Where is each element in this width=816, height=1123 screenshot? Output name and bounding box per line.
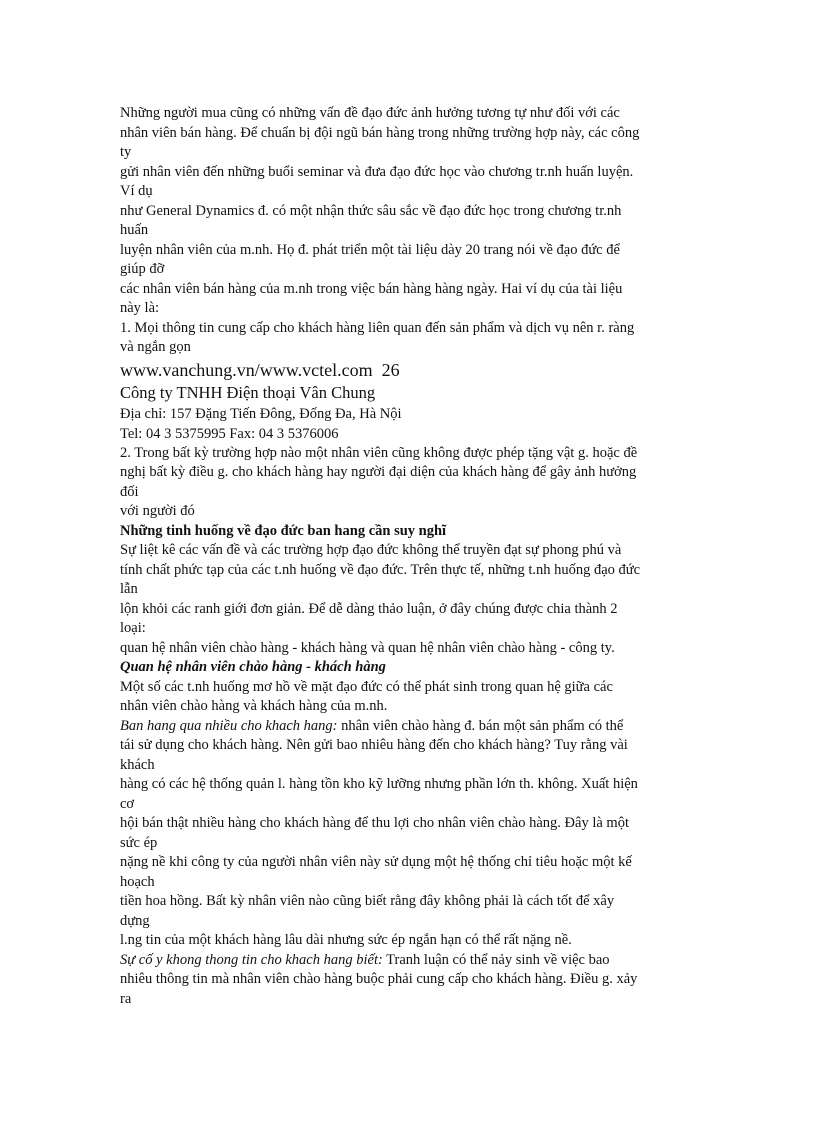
page-number: 26 (381, 359, 400, 380)
text-line: tiền hoa hồng. Bất kỳ nhân viên nào cũng biết rằng đây không phải là cách tốt để xây (120, 893, 615, 909)
company-phone: Tel: 04 3 5375995 Fax: 04 3 5376006 (120, 425, 339, 442)
text-line: cơ (120, 795, 135, 812)
document-page (120, 104, 720, 1009)
text-line: sức ép (120, 834, 158, 851)
text-line: Sự liệt kê các vấn đề và các trường hợp đạo đức không thể truyền đạt sự phong phú và (120, 542, 622, 558)
text-line: nhiêu thông tin mà nhân viên chào hàng buộc phải cung cấp cho khách hàng. Điều g. xảy (120, 971, 638, 987)
text-line: nhân viên bán hàng. Để chuẩn bị đội ngũ bán hàng trong những trường hợp này, các công (120, 124, 640, 141)
company-address: Địa chỉ: 157 Đặng Tiến Đông, Đống Đa, Hà Nội (120, 405, 402, 422)
paragraph-withholding-info (120, 951, 720, 1010)
company-name: Công ty TNHH Điện thoại Vân Chung (120, 382, 376, 402)
text-line: tính chất phức tạp của các t.nh huống về đạo đức. Trên thực tế, những t.nh huống đạo đức (120, 561, 641, 578)
text-run: Tranh luận có thể nảy sinh về việc bao (382, 951, 610, 968)
text-line: khách (120, 756, 155, 773)
text-line (120, 951, 720, 971)
text-line: quan hệ nhân viên chào hàng - khách hàng và quan hệ nhân viên chào hàng - công ty. (120, 639, 615, 656)
text-line: gửi nhân viên đến những buổi seminar và đưa đạo đức học vào chương tr.nh huấn luyện. (120, 163, 634, 180)
text-line: hoạch (120, 873, 155, 890)
paragraph-ambiguous (120, 678, 720, 717)
text-line: hàng có các hệ thống quản l. hàng tồn kho kỹ lưỡng nhưng phần lớn th. không. Xuất hiện (120, 776, 638, 792)
text-line: Ví dụ (120, 183, 153, 199)
paragraph-overselling (120, 717, 720, 951)
text-line: lộn khỏi các ranh giới đơn giản. Để dễ dàng thảo luận, ở đây chúng được chia thành 2 (120, 600, 618, 617)
text-line: như General Dynamics đ. có một nhận thức sâu sắc về đạo đức học trong chương tr.nh (120, 202, 622, 219)
text-line: Những người mua cũng có những vấn đề đạo đức ảnh hưởng tương tự như đối với các (120, 105, 620, 121)
section-heading: Những tinh huống về đạo đức ban hang cần suy nghĩ (120, 522, 447, 539)
text-line: tái sử dụng cho khách hàng. Nên gửi bao nhiêu hàng đến cho khách hàng? Tuy rằng vài (120, 737, 628, 753)
subsection-heading: Quan hệ nhân viên chào hàng - khách hàng (120, 659, 386, 675)
footer-link-line (120, 359, 720, 382)
italic-lead: Sự cố y khong thong tin cho khach hang biết: (120, 951, 383, 968)
text-line: nặng nề khi công ty của người nhân viên này sử dụng một hệ thống chỉ tiêu hoặc một kế (120, 854, 632, 870)
text-line: Một số các t.nh huống mơ hồ về mặt đạo đức có thể phát sinh trong quan hệ giữa các (120, 678, 613, 695)
text-line: nghị bất kỳ điều g. cho khách hàng hay người đại diện của khách hàng để gây ảnh hưởng (120, 464, 637, 480)
website-link[interactable]: www.vanchung.vn/www.vctel.com (120, 359, 373, 380)
text-line: huấn (120, 222, 149, 238)
text-run: nhân viên chào hàng đ. bán một sản phẩm có thể (337, 717, 624, 734)
paragraph-situations (120, 541, 720, 658)
text-line: ra (120, 990, 132, 1007)
text-line: loại: (120, 620, 146, 636)
text-line: hội bán thật nhiều hàng cho khách hàng để thu lợi cho nhân viên chào hàng. Đây là một (120, 815, 629, 831)
paragraph-buyers-ethics (120, 104, 720, 358)
paragraph-gift-rule (120, 444, 720, 522)
text-line: giúp đỡ (120, 261, 165, 277)
page-footer (120, 359, 720, 444)
text-line: nhân viên chào hàng và khách hàng của m.nh. (120, 698, 388, 714)
text-line: l.ng tin của một khách hàng lâu dài nhưng sức ép ngắn hạn có thể rất nặng nề. (120, 932, 572, 948)
text-line: dựng (120, 912, 150, 929)
text-line: và ngắn gọn (120, 339, 191, 355)
text-line (120, 717, 720, 737)
text-line: đối (120, 483, 139, 500)
text-line: với người đó (120, 503, 195, 519)
text-line: các nhân viên bán hàng của m.nh trong việc bán hàng hàng ngày. Hai ví dụ của tài liệu (120, 280, 623, 297)
text-line: lẫn (120, 581, 138, 597)
text-line: ty (120, 144, 132, 160)
text-line: này là: (120, 300, 160, 316)
text-line: 1. Mọi thông tin cung cấp cho khách hàng liên quan đến sản phẩm và dịch vụ nên r. ràng (120, 319, 635, 336)
text-line: 2. Trong bất kỳ trường hợp nào một nhân viên cũng không được phép tặng vật g. hoặc đề (120, 444, 638, 461)
italic-lead: Ban hang qua nhiều cho khach hang: (120, 717, 338, 734)
text-line: luyện nhân viên của m.nh. Họ đ. phát triển một tài liệu dày 20 trang nói về đạo đức để (120, 241, 620, 258)
